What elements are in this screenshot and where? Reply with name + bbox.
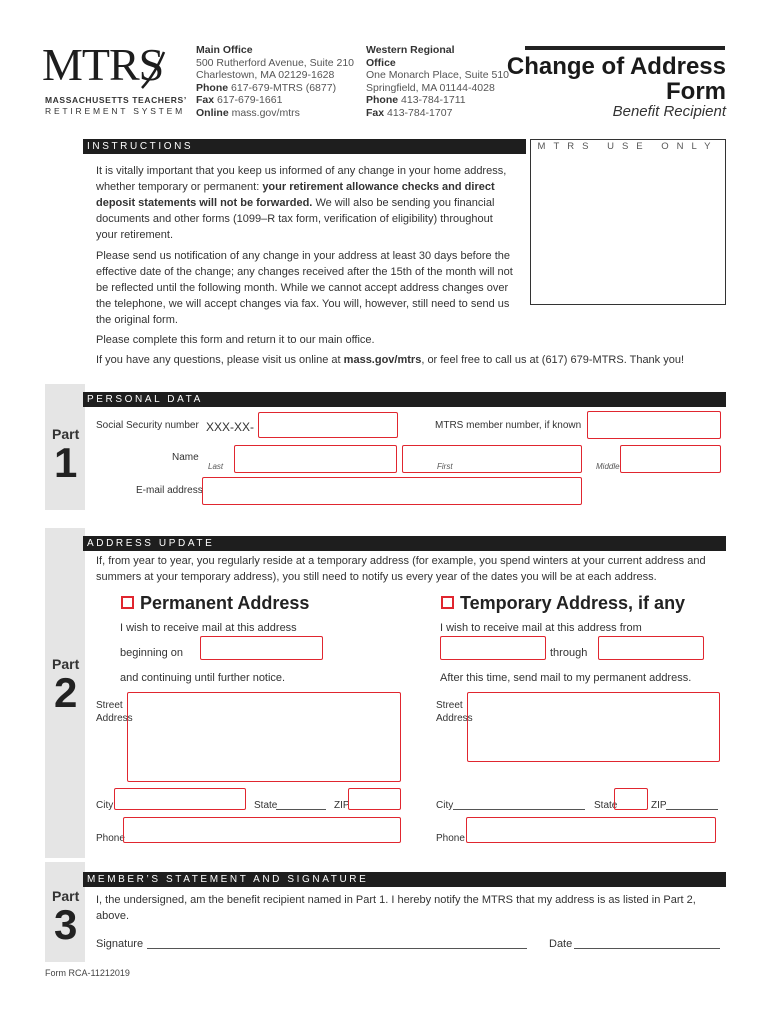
western-office-address2: Springfield, MA 01144-4028 [366, 81, 495, 94]
temporary-state-field[interactable] [614, 788, 648, 810]
temp-city-label: City [436, 800, 454, 811]
temporary-from-date-field[interactable] [440, 636, 546, 660]
main-office-block [196, 44, 361, 119]
permanent-city-field[interactable] [114, 788, 246, 810]
part2-number: 2 [54, 669, 78, 716]
temp-city-line [453, 800, 585, 810]
part3-number: 3 [54, 901, 78, 948]
perm-state-line [276, 800, 326, 810]
name-label: Name [172, 452, 199, 463]
instructions-p1 [96, 163, 516, 243]
temporary-through-date-field[interactable] [598, 636, 704, 660]
form-title [506, 54, 726, 104]
p4-end-text: , or feel free to call us at (617) 679-MTRS. Thank you! [421, 354, 685, 366]
website-link[interactable]: mass.gov/mtrs [343, 354, 422, 366]
email-field[interactable] [202, 477, 582, 505]
permanent-title: Permanent Address [140, 593, 310, 613]
permanent-line1: I wish to receive mail at this address [120, 622, 297, 634]
mtrs-number-label: MTRS member number, if known [435, 420, 582, 431]
p4-text: If you have any questions, please visit us online at [96, 354, 341, 366]
date-label: Date [549, 938, 573, 950]
signature-line[interactable] [147, 935, 527, 949]
perm-city-label: City [96, 800, 114, 811]
date-line[interactable] [574, 935, 720, 949]
temp-state-label: State [594, 800, 618, 811]
temporary-line1: I wish to receive mail at this address from [440, 622, 642, 634]
fax-label: Fax [366, 106, 385, 119]
part3-label: Part [52, 888, 80, 904]
last-name-hint: Last [208, 462, 224, 471]
mtrs-logo: MTRS [42, 39, 164, 90]
part1-label: Part [52, 426, 80, 442]
western-office-title1: Western Regional [366, 44, 455, 56]
fax-label: Fax [196, 94, 215, 106]
address-update-heading: ADDRESS UPDATE [83, 536, 726, 551]
perm-zip-label: ZIP [334, 800, 350, 811]
ssn-prefix: XXX-XX- [206, 420, 255, 434]
p1-end-text: We will also be sending you financial documents and other forms (1099–R tax form, verification of eligibility) throughout your retirement. [96, 197, 495, 241]
middle-name-hint: Middle [596, 462, 620, 471]
after-label: After this time, send mail to my permanent address. [440, 672, 692, 684]
temp-address-label: Address [436, 713, 473, 724]
middle-name-field[interactable] [620, 445, 721, 473]
title-rule [525, 46, 725, 50]
main-office-phone: 617-679-MTRS (6877) [231, 81, 337, 94]
ssn-field[interactable] [258, 412, 398, 438]
continuing-label: and continuing until further notice. [120, 672, 286, 684]
online-label: Online [196, 106, 229, 119]
western-office-address1: One Monarch Place, Suite 510 [366, 69, 510, 81]
temp-street-label: Street [436, 700, 463, 711]
instructions-heading: INSTRUCTIONS [83, 139, 526, 154]
beginning-label: beginning on [120, 647, 184, 659]
perm-state-label: State [254, 800, 278, 811]
p1-bold-text: your retirement allowance checks and direct deposit statements will not be forwarded. [96, 181, 495, 209]
perm-street-label: Street [96, 700, 123, 711]
logo-subtitle-2: RETIREMENT SYSTEM [45, 106, 186, 116]
western-office-block [366, 44, 516, 119]
main-office-online: mass.gov/mtrs [231, 106, 300, 119]
form-title-line1: Change of Address [506, 53, 726, 80]
signature-heading: MEMBER’S STATEMENT AND SIGNATURE [83, 872, 726, 887]
main-office-address2: Charlestown, MA 02129-1628 [196, 69, 335, 81]
permanent-zip-field[interactable] [348, 788, 401, 810]
mtrs-number-field[interactable] [587, 411, 721, 439]
western-office-title2: Office [366, 56, 396, 69]
phone-label: Phone [366, 94, 399, 106]
temp-zip-line [666, 800, 718, 810]
temporary-checkbox[interactable] [441, 596, 454, 609]
temporary-street-field[interactable] [467, 692, 720, 762]
first-name-field[interactable] [402, 445, 582, 473]
form-subtitle: Benefit Recipient [612, 103, 726, 120]
western-office-fax: 413-784-1707 [387, 106, 453, 119]
address-update-intro: If, from year to year, you regularly reside at a temporary address (for example, you spend winters at your current address and summers at your temporary address), you still need to notify us every year of the dates you will be at each address. [96, 555, 706, 583]
p1-text: It is vitally important that you keep us informed of any change in your home address, whether temporary or permanent: [96, 165, 507, 193]
perm-address-label: Address [96, 713, 133, 724]
main-office-title: Main Office [196, 44, 253, 56]
western-office-phone: 413-784-1711 [401, 94, 466, 106]
office-use-box [530, 139, 726, 305]
temp-phone-label: Phone [436, 833, 465, 844]
member-statement: I, the undersigned, am the benefit recipient named in Part 1. I hereby notify the MTRS that my address is as listed in Part 2, above. [96, 894, 696, 922]
ssn-label: Social Security number [96, 420, 199, 431]
permanent-street-field[interactable] [127, 692, 401, 782]
phone-label: Phone [196, 81, 229, 94]
office-use-label: MTRS USE ONLY [537, 141, 719, 152]
main-office-address1: 500 Rutherford Avenue, Suite 210 [196, 56, 355, 69]
temp-zip-label: ZIP [651, 800, 667, 811]
perm-phone-label: Phone [96, 833, 125, 844]
temporary-title: Temporary Address, if any [460, 593, 686, 613]
form-title-line2: Form [666, 78, 726, 105]
signature-label: Signature [96, 938, 144, 950]
instructions-p4 [96, 352, 736, 368]
first-name-hint: First [437, 462, 453, 471]
logo-subtitle-1: MASSACHUSETTS TEACHERS’ [45, 95, 187, 105]
logo-swoosh-icon [42, 50, 167, 90]
form-id: Form RCA-11212019 [45, 968, 130, 978]
temporary-phone-field[interactable] [466, 817, 716, 843]
part2-label: Part [52, 656, 80, 672]
instructions-p2: Please send us notification of any change in your address at least 30 days before the effective date of the change; any changes received after the 15th of the month will not be reflected until the following month. While we cannot accept address changes over the telephone, we will accept changes via fax. You will, however, still need to send us the original form. [96, 250, 513, 326]
last-name-field[interactable] [234, 445, 397, 473]
personal-data-heading: PERSONAL DATA [83, 392, 726, 407]
part1-number: 1 [54, 439, 78, 486]
main-office-fax: 617-679-1661 [217, 94, 283, 106]
permanent-checkbox[interactable] [121, 596, 134, 609]
instructions-p3: Please complete this form and return it to our main office. [96, 334, 375, 346]
permanent-begin-date-field[interactable] [200, 636, 323, 660]
through-label: through [550, 647, 588, 659]
email-label: E-mail address [136, 485, 203, 496]
permanent-phone-field[interactable] [123, 817, 401, 843]
